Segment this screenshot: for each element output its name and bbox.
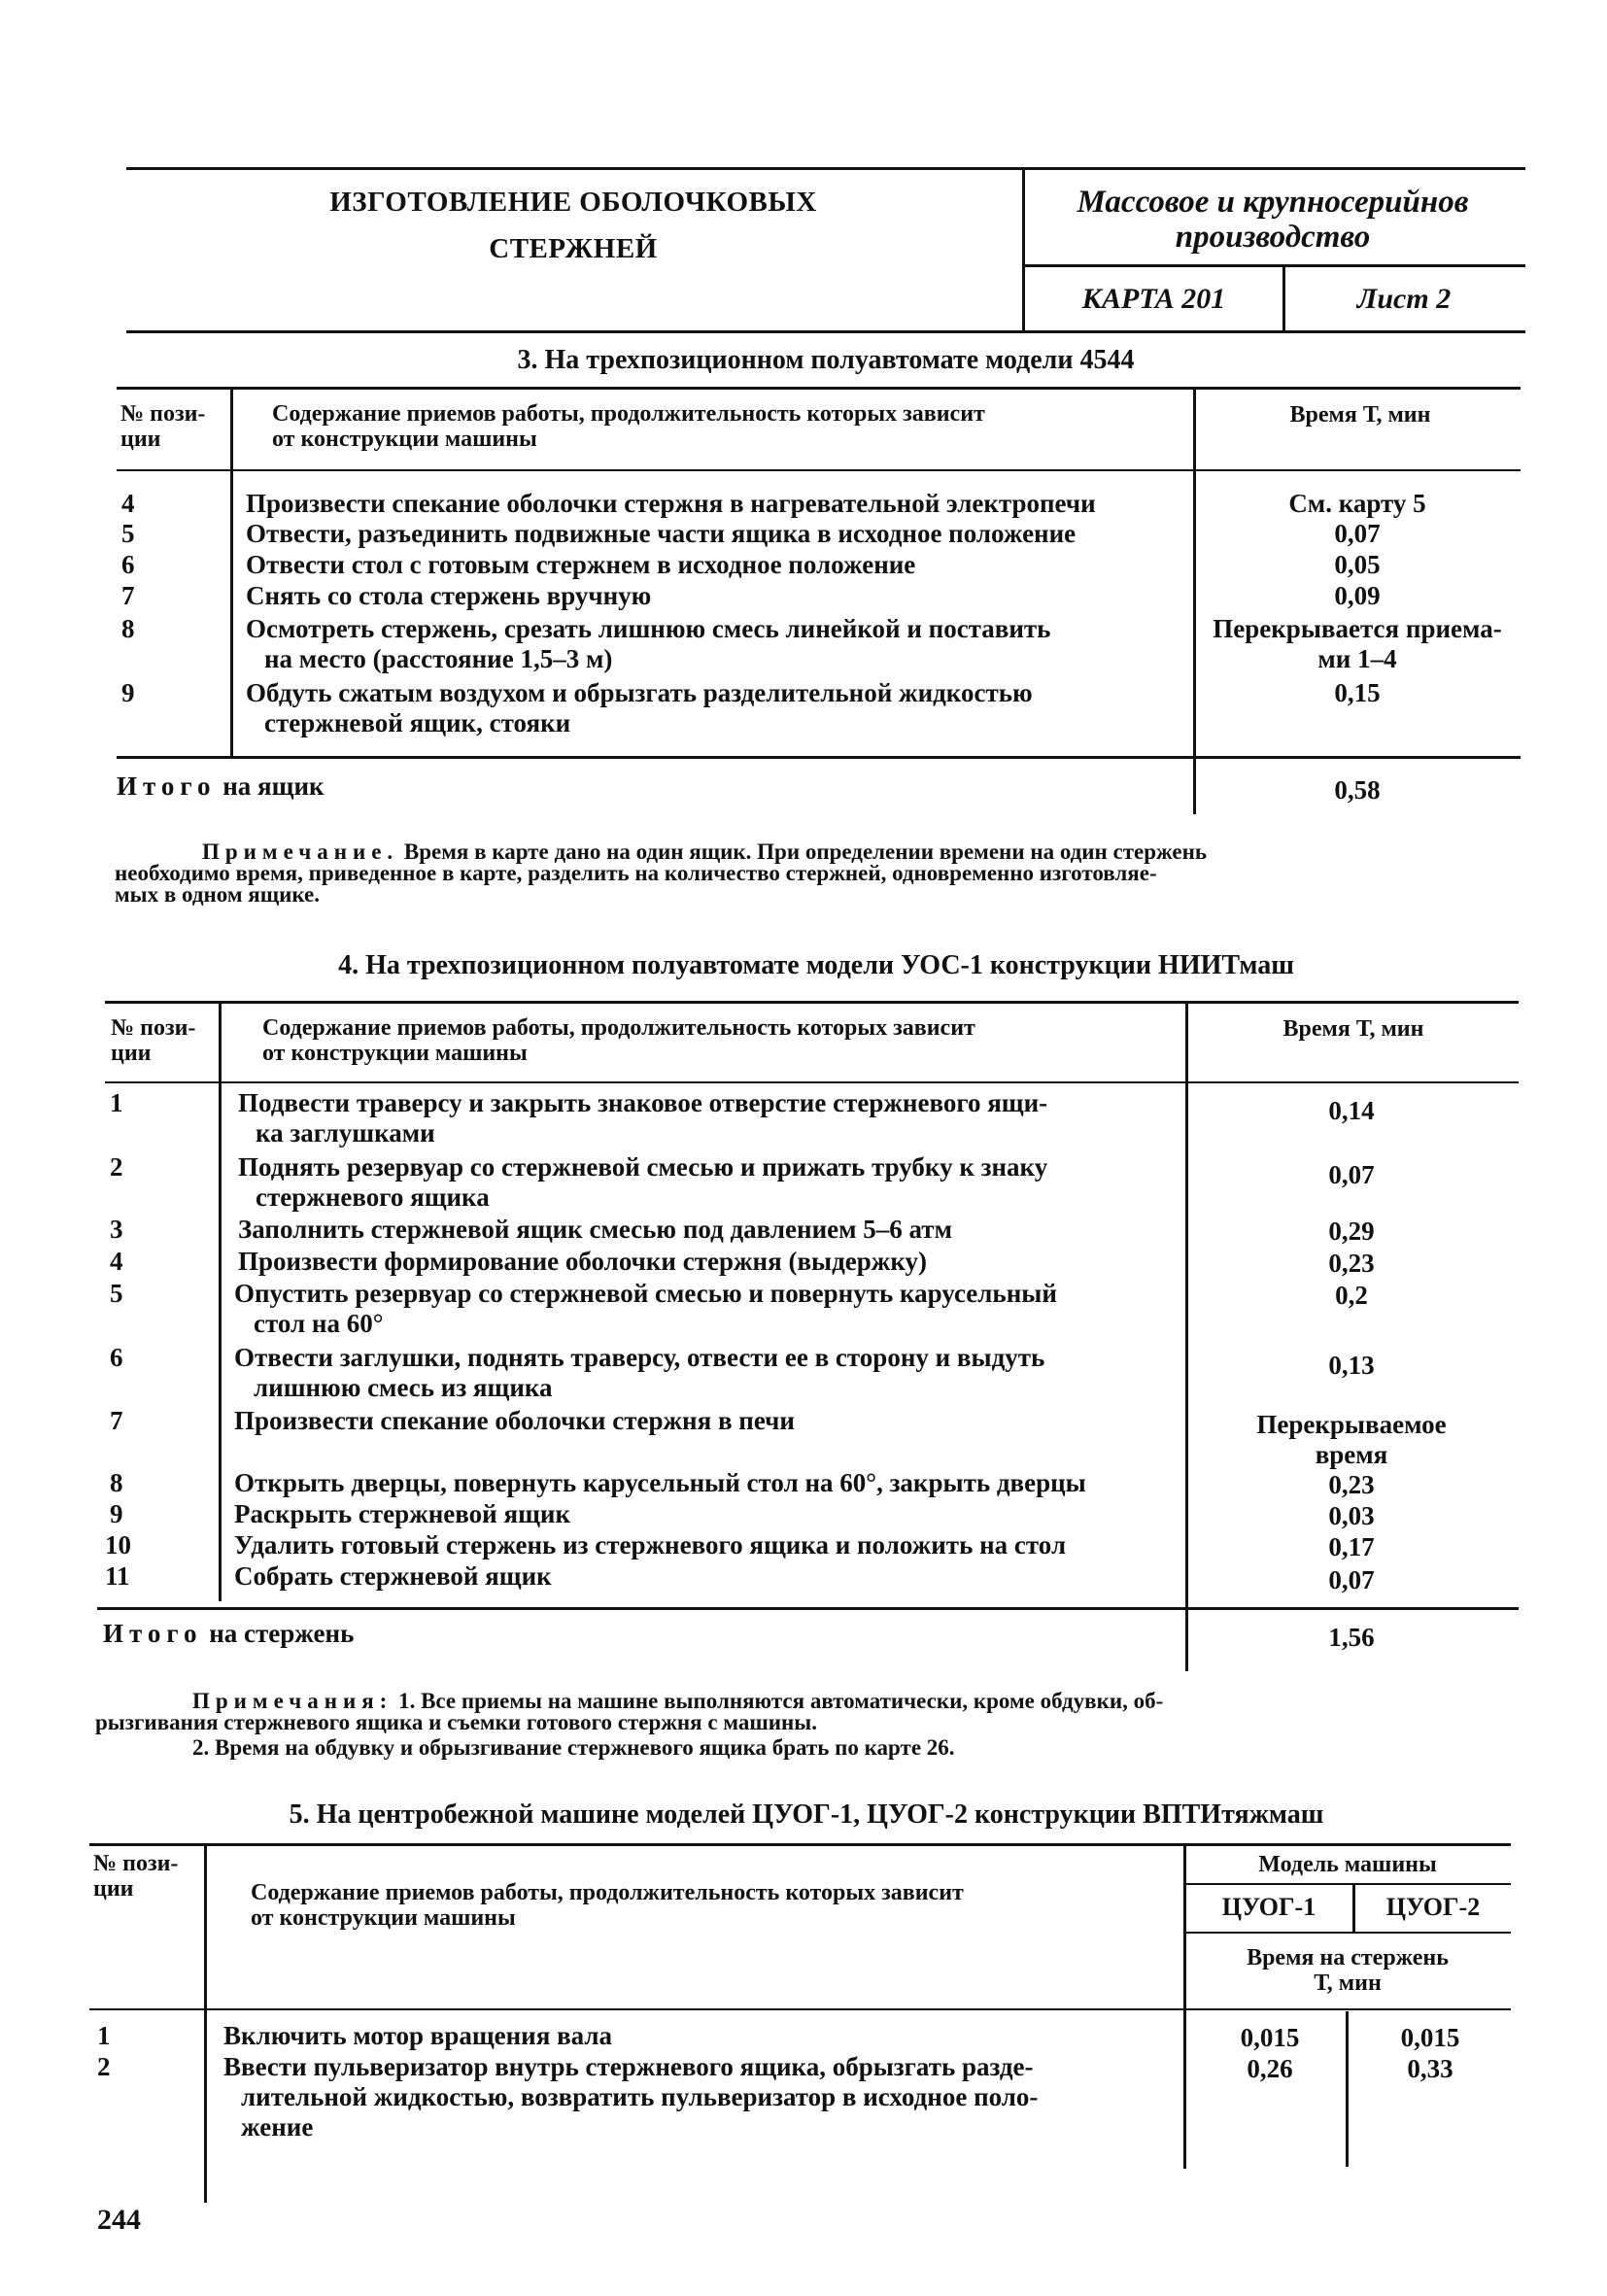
header-card-divider <box>1282 264 1285 332</box>
header-divider <box>1022 167 1025 332</box>
section5-time-rule <box>1183 1932 1511 1934</box>
production-type-line2: производство <box>1175 220 1371 255</box>
section3-colhead-content: Содержание приемов работы, продолжительность которых зависит от конструкции машины <box>272 401 985 452</box>
section5-col-divider-1 <box>204 1843 207 2203</box>
header-card-rule <box>1022 264 1525 267</box>
section4-total-label: Итого на стержень <box>103 1619 355 1648</box>
section3-table-top <box>117 387 1521 390</box>
header-top-rule <box>126 167 1525 170</box>
section4-header-rule <box>105 1081 1519 1083</box>
section5-table-top <box>89 1843 1511 1846</box>
section5-colhead-content: Содержание приемов работы, продолжительность которых зависит от конструкции машины <box>251 1880 964 1931</box>
section5-title: 5. На центробежной машине моделей ЦУОГ-1, ЦУОГ-2 конструкции ВПТИтяжмаш <box>289 1799 1324 1830</box>
section3-total-label: Итого на ящик <box>117 771 325 801</box>
section3-title: 3. На трехпозиционном полуавтомате модели 4544 <box>517 345 1135 375</box>
section4-colhead-pos: № пози- ции <box>111 1015 196 1066</box>
page-number: 244 <box>97 2204 141 2236</box>
section5-model-2: ЦУОГ-2 <box>1385 1893 1481 1921</box>
section3-colhead-pos: № пози- ции <box>120 401 206 452</box>
section5-header-rule <box>89 2008 1511 2010</box>
section4-total-value: 1,56 <box>1328 1623 1375 1652</box>
section4-col-divider-1 <box>219 1001 222 1601</box>
section4-colhead-content: Содержание приемов работы, продолжительность которых зависит от конструкции машины <box>262 1015 975 1066</box>
section5-model-1: ЦУОГ-1 <box>1221 1893 1316 1921</box>
sheet-number: Лист 2 <box>1356 283 1452 315</box>
section4-total-rule <box>97 1607 1519 1610</box>
doc-title-line2: СТЕРЖНЕЙ <box>489 233 658 264</box>
doc-title-line1: ИЗГОТОВЛЕНИЕ ОБОЛОЧКОВЫХ <box>329 187 817 218</box>
section4-colhead-time: Время Т, мин <box>1282 1016 1424 1042</box>
section3-col-divider-1 <box>230 387 233 756</box>
section3-header-rule <box>117 469 1521 471</box>
section3-total-value: 0,58 <box>1334 775 1381 805</box>
section4-title: 4. На трехпозиционном полуавтомате модели УОС-1 конструкции НИИТмаш <box>338 950 1294 980</box>
section5-colhead-model: Модель машины <box>1258 1852 1437 1877</box>
section5-model-divider <box>1352 1883 1355 1932</box>
section3-total-rule <box>117 756 1521 759</box>
section4-note: Примечания: 1. Все приемы на машине выполняются автоматически, кроме обдувки, об- рызгивания стержневого ящика и съемки готового стержня с машины. 2. Время на обдувку и обрызгивание стержневого ящика брать по карте 26. <box>95 1689 1164 1760</box>
production-type-line1: Массовое и крупносерийнов <box>1077 185 1469 220</box>
section3-colhead-time: Время Т, мин <box>1289 402 1431 428</box>
section5-model-rule <box>1183 1883 1511 1885</box>
section4-table-top <box>105 1001 1519 1004</box>
section5-colhead-time: Время на стержень Т, мин <box>1247 1945 1449 1996</box>
section5-colhead-pos: № пози- ции <box>93 1851 179 1902</box>
section3-note: Примечание. Время в карте дано на один ящик. При определении времени на один стержень необходимо время, приведенное в карте, разделить на количество стержней, одновременно изготовляе- мых в одном ящике. <box>115 840 1208 907</box>
card-number: КАРТА 201 <box>1081 283 1226 315</box>
header-bottom-rule <box>126 330 1525 333</box>
